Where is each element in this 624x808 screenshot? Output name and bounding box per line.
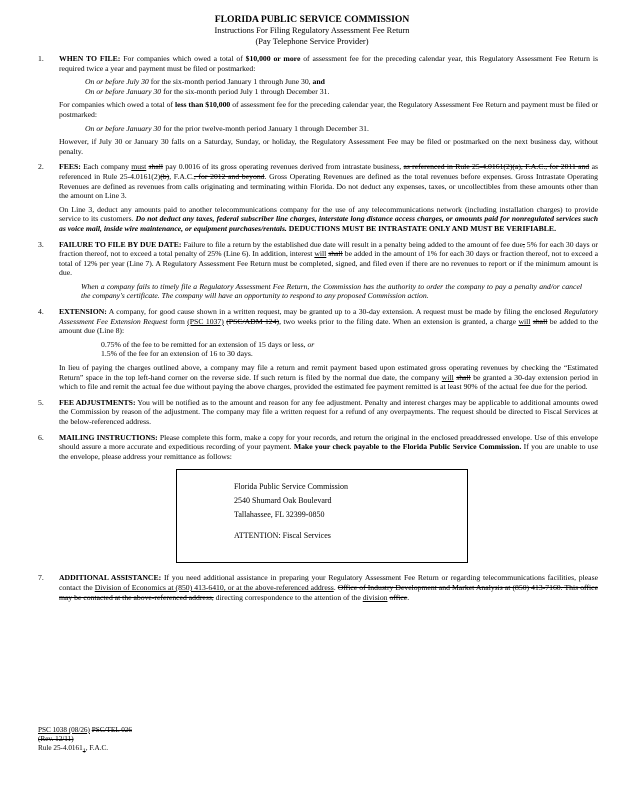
text: as referenced in Rule 25-4.0161(2)	[59, 162, 598, 181]
paragraph	[59, 240, 598, 278]
section-number: 1.	[38, 54, 44, 63]
text: will	[314, 249, 327, 259]
section-heading: MAILING INSTRUCTIONS:	[59, 432, 158, 442]
text: less than $10,000	[174, 100, 231, 110]
text: On or before January 30	[85, 86, 162, 96]
section-heading: FEES:	[59, 162, 81, 172]
text: will	[441, 372, 454, 382]
extension-charge-item	[101, 340, 598, 350]
text: Failure to file a return by the established due date will result in a penalty being added to the amount of fee due	[181, 239, 523, 249]
text: Do not deduct any taxes, federal subscriber line charges, interstate long distance access charges, or amounts paid for nonregulated services such as voice mail, inside wire maintenance, or equipment purchases/rentals.	[59, 214, 598, 233]
struck-text: (b)	[160, 171, 170, 181]
due-date-item	[85, 124, 598, 134]
text: 5% for each 30 days or fraction thereof, not to exceed a total penalty of 25% (Line 6). In addition, interest	[59, 239, 598, 259]
instructions-body	[38, 54, 598, 608]
struck-text: office	[389, 592, 408, 602]
contact-division: Division of Economics at (850) 413-6410, or at the above-referenced address	[94, 582, 334, 592]
address-line: Florida Public Service Commission	[234, 482, 348, 492]
text: On or before July 30	[85, 77, 149, 87]
text: For companies which owed a total of	[120, 54, 246, 63]
mailing-address-box	[176, 469, 468, 563]
text: On Line 3, deduct any amounts paid to another telecommunications company for the use of any telecommunications network (including installation charges) to provide service to its customers.	[59, 204, 598, 224]
text: 0.75% of the fee to be remitted for an extension of 15 days or less,	[101, 339, 308, 349]
due-date-item	[85, 87, 598, 97]
paragraph	[59, 363, 598, 392]
text: for the six-month period January 1 through June 30,	[148, 77, 313, 87]
paragraph	[59, 162, 598, 200]
text: If you are unable to use the envelope, please address your remittance as follows:	[59, 442, 598, 461]
text: Make your check payable to the Florida Public Service Commission.	[293, 442, 522, 452]
text: (PSC 1037)	[187, 316, 224, 326]
page-title: FLORIDA PUBLIC SERVICE COMMISSION	[214, 14, 410, 25]
section-heading: EXTENSION:	[59, 307, 107, 317]
mailing-address	[234, 480, 348, 542]
text: On or before January 30	[85, 123, 162, 133]
section-fee-adjustments	[38, 398, 598, 427]
section-number: 5.	[38, 397, 44, 407]
extension-charge-item: 1.5% of the fee for an extension of 16 to 30 days.	[101, 349, 253, 359]
section-heading: FEE ADJUSTMENTS:	[59, 397, 136, 407]
address-line: 2540 Shumard Oak Boulevard	[234, 495, 332, 505]
text: .	[333, 582, 338, 592]
section-mailing-instructions	[38, 433, 598, 462]
struck-text: (Rev. 12/11)	[38, 734, 74, 743]
address-line: Tallahassee, FL 32399-0850	[234, 509, 325, 519]
text: $10,000 or more	[245, 54, 301, 63]
paragraph	[59, 573, 598, 602]
text: .	[407, 592, 410, 602]
struck-text: shall	[148, 162, 164, 172]
section-number: 6.	[38, 432, 44, 442]
section-number: 7.	[38, 573, 44, 583]
paragraph	[59, 205, 598, 234]
struck-text: , for 2012 and beyond	[193, 171, 265, 181]
section-extension	[38, 307, 598, 392]
text: pay 0.0016 of its gross operating revenues derived from intrastate business,	[163, 162, 404, 172]
text: , two weeks prior to the filing date. When an extension is granted, a charge	[279, 316, 519, 326]
text: directing correspondence to the attention of the	[213, 592, 363, 602]
due-date-item	[85, 77, 598, 87]
text: and	[312, 77, 325, 87]
text: be added to the amount due (Line 8):	[59, 316, 599, 336]
form-revision	[38, 735, 132, 744]
text: PSC 1038 (08/26)	[38, 726, 90, 734]
text: of assessment fee for the preceding calendar year, this Regulatory Assessment Fee Return is required twice a year and payment must be filed or postmarked:	[59, 54, 598, 73]
struck-text: PSC/TEL 026	[91, 726, 132, 734]
text: or	[307, 339, 315, 349]
form-number	[38, 726, 132, 735]
section-fees	[38, 162, 598, 233]
text: , F.A.C.	[85, 743, 109, 752]
text: for the six-month period July 1 through December 31.	[161, 86, 330, 96]
penalty-note: When a company fails to timely file a Regulatory Assessment Fee Return, the Commission has the authority to order the company to pay a penalty and/or cancel the company's certificate. The company will have an opportunity to respond to any proposed Commission action.	[81, 281, 582, 301]
form-rule	[38, 744, 132, 756]
text: If you need additional assistance in preparing your Regulatory Assessment Fee Return or regarding telecommunications facilities, please contact the	[59, 573, 599, 592]
struck-text: shall	[532, 316, 548, 326]
section-when-to-file	[38, 54, 598, 156]
text: be granted a 30-day extension period in which to file and remit the actual fee due without paying the above charges, provided the estimated fee payment remitted is at least 90% of the actual fee due for the period.	[59, 372, 599, 392]
page-provider: (Pay Telephone Service Provider)	[255, 37, 369, 46]
text: For companies which owed a total of	[59, 100, 175, 110]
address-attention: ATTENTION: Fiscal Services	[234, 531, 331, 541]
text: , F.A.C.	[169, 171, 194, 181]
text: of assessment fee for the preceding calendar year, the Regulatory Assessment Fee Return and payment must be filed or postmarked:	[59, 100, 598, 119]
section-failure-to-file	[38, 240, 598, 302]
text: Regulatory Assessment Fee Extension Request	[59, 307, 598, 326]
due-date-list	[85, 77, 598, 96]
section-number: 2.	[38, 162, 44, 172]
text: will	[518, 316, 531, 326]
extension-charge-list	[101, 340, 598, 359]
text: must	[131, 162, 147, 172]
paragraph: However, if July 30 or January 30 falls on a Saturday, Sunday, or holiday, the Regulatory Assessment Fee may be filed or postmarked on the next business day, without penalty.	[59, 137, 598, 156]
struck-text: ,	[522, 239, 525, 249]
section-additional-assistance	[38, 573, 598, 602]
text: be added in the amount of 1% for each 30 days or fraction thereof, not to exceed a total of 12% per year (Line 7). A Regulatory Assessment Fee Return must be completed, signed, and filed even if there are no revenues to report or if the minimum amount is due.	[59, 249, 598, 278]
section-heading: FAILURE TO FILE BY DUE DATE:	[59, 239, 182, 249]
section-number: 3.	[38, 239, 44, 249]
text: for the prior twelve-month period January 1 through December 31.	[161, 123, 369, 133]
paragraph	[59, 54, 598, 73]
text: Each company	[80, 162, 132, 172]
text: Please complete this form, make a copy for your records, and return the original in the enclosed preaddressed envelope. Use of this envelope should assure a more accurate and expeditious recording of your payment.	[59, 432, 598, 452]
text: You will be notified as to the amount and reason for any fee adjustment. Penalty and interest charges may be applicable to additional amounts owed the Commission by reason of the adjustment. The company may file a written request for a refund of any overpayments. The request should be directed to Fiscal Services at the below-referenced address.	[59, 397, 598, 426]
text: . Gross Operating Revenues are defined as the total revenues before expenses. Gross Intrastate Operating Revenues are defined as revenues from calls originating and terminating within Florida. Do not deduct any expenses, taxes, or uncollectibles from these amounts other than the amount on Line 3.	[59, 171, 598, 201]
struck-text: as referenced in Rule 25-4.0161(2)(a), F.A.C., for 2011 and	[403, 162, 590, 172]
paragraph	[59, 100, 598, 119]
struck-text: shall	[328, 249, 343, 259]
text: In lieu of paying the charges outlined above, a company may file a return and remit payment based upon estimated gross operating revenues by checking the “Estimated Return” space in the top left-hand corner on the reverse side. If such return is filed by the normal due date, the company	[59, 363, 598, 382]
paragraph	[59, 398, 598, 427]
paragraph	[59, 433, 598, 462]
address-spacer	[234, 521, 348, 529]
page-subtitle: Instructions For Filing Regulatory Assessment Fee Return	[214, 26, 410, 35]
section-heading: WHEN TO FILE:	[59, 54, 121, 63]
text: Rule 25-4.0161	[38, 743, 83, 752]
section-number: 4.	[38, 307, 44, 317]
text: form	[167, 316, 188, 326]
struck-text: (PSC/ADM 124)	[226, 316, 280, 326]
form-footer	[38, 726, 132, 756]
struck-text: 1	[82, 748, 86, 755]
struck-text: Office of Industry Development and Market Analysis at (850) 413-7160. This office may be contacted at the above-referenced address,	[59, 582, 598, 602]
text: DEDUCTIONS MUST BE INTRASTATE ONLY AND MUST BE VERIFIABLE.	[286, 223, 556, 233]
text: A company, for good cause shown in a written request, may be granted up to a 30-day extension. A request must be made by filing the enclosed	[106, 307, 564, 317]
paragraph	[59, 307, 598, 336]
section-heading: ADDITIONAL ASSISTANCE:	[59, 573, 162, 583]
struck-text: shall	[456, 372, 471, 382]
text: division	[362, 592, 388, 602]
